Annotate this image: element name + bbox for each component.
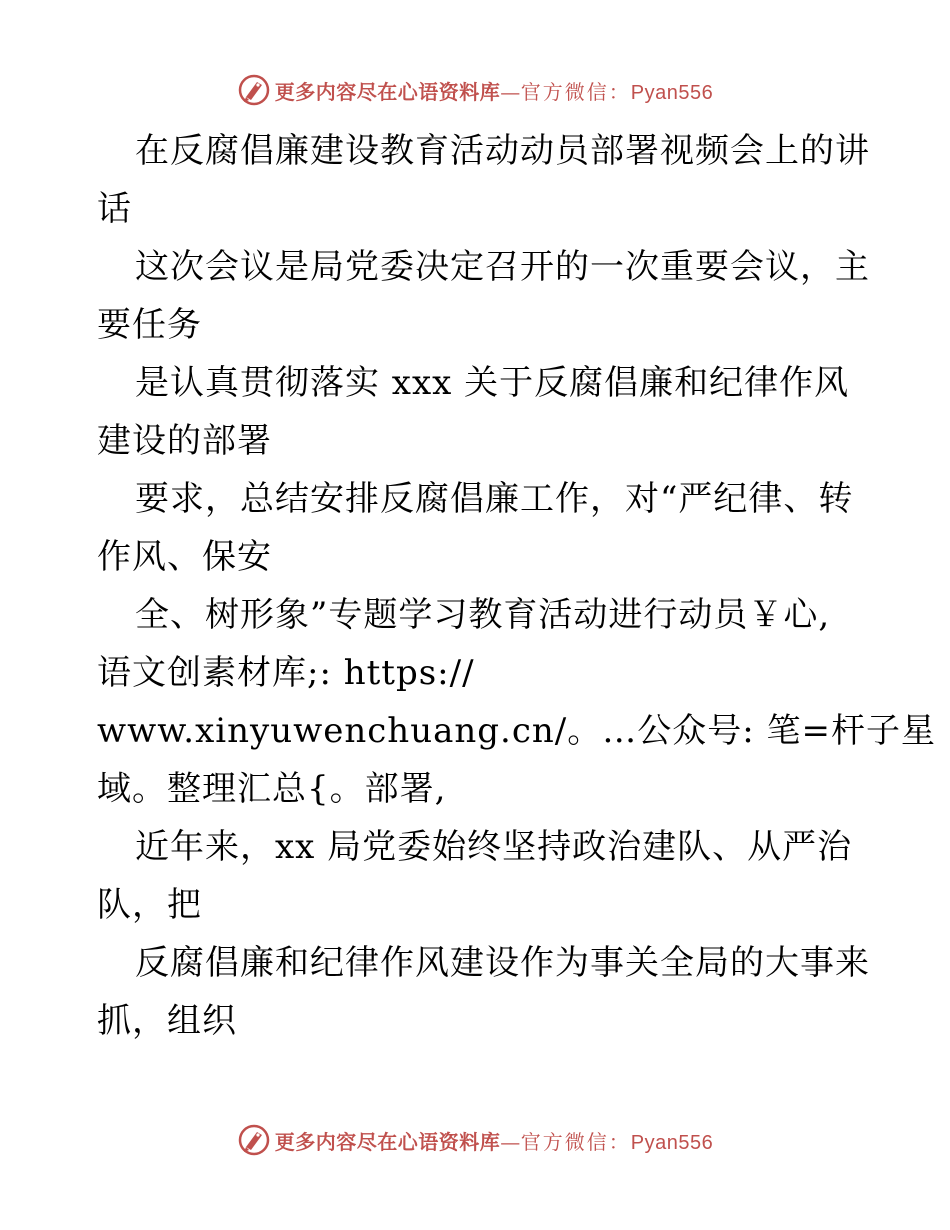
watermark-text: [275, 76, 713, 105]
watermark-brand: 更多内容尽在心语资料库: [274, 79, 501, 104]
paragraph-line: 近年来，xx 局党委始终坚持政治建队、从严治: [135, 827, 853, 867]
paragraph-line: 要任务: [97, 305, 202, 345]
paragraph-line: 这次会议是局党委决定召开的一次重要会议，主: [135, 247, 870, 287]
watermark-header: [0, 70, 950, 110]
paragraph-line: 语文创素材库;: https://: [97, 653, 475, 693]
title-line-1: 在反腐倡廉建设教育活动动员部署视频会上的讲: [135, 131, 870, 171]
watermark-text: [275, 1126, 713, 1155]
document-body: [97, 122, 936, 1050]
title-line-2: 话: [97, 189, 132, 229]
paragraph-line: 域。整理汇总{。部署,: [97, 769, 447, 809]
watermark-dash: —: [500, 1129, 521, 1154]
watermark-footer: [0, 1120, 950, 1160]
paragraph-line: 抓，组织: [97, 1001, 237, 1041]
watermark-brand: 更多内容尽在心语资料库: [274, 1129, 501, 1154]
pen-nib-logo-icon: [237, 73, 271, 107]
paragraph-line: 反腐倡廉和纪律作风建设作为事关全局的大事来: [135, 943, 870, 983]
paragraph-line: 全、树形象”专题学习教育活动进行动员￥心,: [135, 595, 831, 635]
watermark-wechat-label: 官方微信：: [520, 1129, 631, 1154]
paragraph-line: 作风、保安: [97, 537, 272, 577]
watermark-wechat-label: 官方微信：: [520, 79, 631, 104]
paragraph-line: 队，把: [97, 885, 202, 925]
pen-nib-logo-icon: [237, 1123, 271, 1157]
paragraph-line: 要求，总结安排反腐倡廉工作，对“严纪律、转: [135, 479, 854, 519]
watermark-wechat-handle: Pyan556: [630, 1131, 714, 1154]
paragraph-line: www.xinyuwenchuang.cn/。…公众号: 笔=杆子星: [97, 711, 936, 751]
paragraph-line: 是认真贯彻落实 xxx 关于反腐倡廉和纪律作风: [135, 363, 850, 403]
watermark-wechat-handle: Pyan556: [630, 81, 714, 104]
paragraph-line: 建设的部署: [97, 421, 272, 461]
watermark-dash: —: [500, 79, 521, 104]
